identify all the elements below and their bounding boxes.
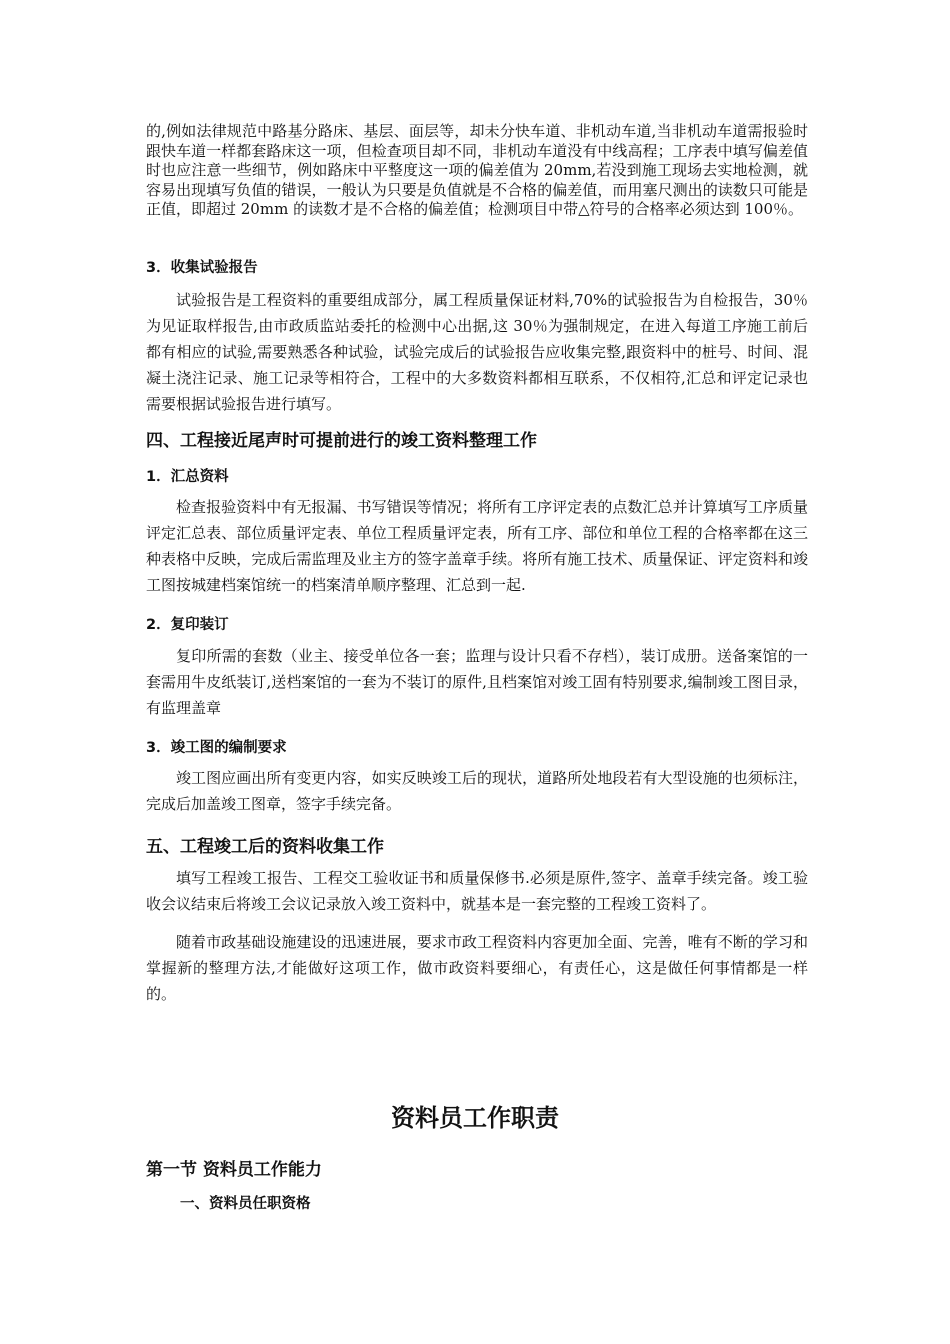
section-heading-copy-bind: 2．复印装订: [146, 617, 229, 633]
chapter-heading-4: 四、工程接近尾声时可提前进行的竣工资料整理工作: [146, 431, 537, 451]
paragraph-completion-2: 随着市政基础设施建设的迅速进展，要求市政工程资料内容更加全面、完善，唯有不断的学习和掌握新的整理方法,才能做好这项工作，做市政资料要细心，有责任心，这是做任何事情都是一样的。: [146, 933, 808, 1003]
section-heading-drawing: 3．竣工图的编制要求: [146, 740, 287, 756]
paragraph-test-reports: 试验报告是工程资料的重要组成部分，属工程质量保证材料,70%的试验报告为自检报告，30％为见证取样报告,由市政质监站委托的检测中心出据,这 30％为强制规定，在进入每道工序施工前后都有相应的试验,需要熟悉各种试验，试验完成后的试验报告应收集完整,跟资料中的桩号、时间、混凝土浇注记录、施工记录等相符合，工程中的大多数资料都相互联系，不仅相符,汇总和评定记录也需要根据试验报告进行填写。: [146, 291, 808, 413]
paragraph-completion-1: 填写工程竣工报告、工程交工验收证书和质量保修书.必须是原件,签字、盖章手续完备。竣工验收会议结束后将竣工会议记录放入竣工资料中，就基本是一套完整的工程竣工资料了。: [146, 869, 808, 913]
section-heading-1: 第一节 资料员工作能力: [146, 1160, 322, 1180]
section-heading-summary: 1．汇总资料: [146, 469, 229, 485]
subsection-heading-1: 一、资料员任职资格: [180, 1196, 311, 1212]
section-heading-test-reports: 3．收集试验报告: [146, 260, 258, 276]
paragraph-drawing: 竣工图应画出所有变更内容，如实反映竣工后的现状，道路所处地段若有大型设施的也须标注，完成后加盖竣工图章，签字手续完备。: [146, 769, 808, 813]
intro-paragraph: 的,例如法律规范中路基分路床、基层、面层等，却未分快车道、非机动车道,当非机动车道需报验时跟快车道一样都套路床这一项，但检查项目却不同，非机动车道没有中线高程；工序表中填写偏差值时也应注意一些细节，例如路床中平整度这一项的偏差值为 20mm,若没到施工现场去实地检测，就容易出现填写负值的错误，一般认为只要是负值就是不合格的偏差值，而用塞尺测出的读数只可能是正值，即超过 20mm 的读数才是不合格的偏差值；检测项目中带△符号的合格率必须达到 100％。: [146, 122, 808, 218]
chapter-heading-5: 五、工程竣工后的资料收集工作: [146, 837, 384, 857]
paragraph-summary: 检查报验资料中有无报漏、书写错误等情况；将所有工序评定表的点数汇总并计算填写工序质量评定汇总表、部位质量评定表、单位工程质量评定表，所有工序、部位和单位工程的合格率都在这三种表格中反映，完成后需监理及业主方的签字盖章手续。将所有施工技术、质量保证、评定资料和竣工图按城建档案馆统一的档案清单顺序整理、汇总到一起.: [146, 498, 808, 594]
document-title: 资料员工作职责: [391, 1104, 559, 1132]
paragraph-copy-bind: 复印所需的套数（业主、接受单位各一套；监理与设计只看不存档），装订成册。送备案馆的一套需用牛皮纸装订,送档案馆的一套为不装订的原件,且档案馆对竣工固有特别要求,编制竣工图目录，有监理盖章: [146, 647, 808, 717]
